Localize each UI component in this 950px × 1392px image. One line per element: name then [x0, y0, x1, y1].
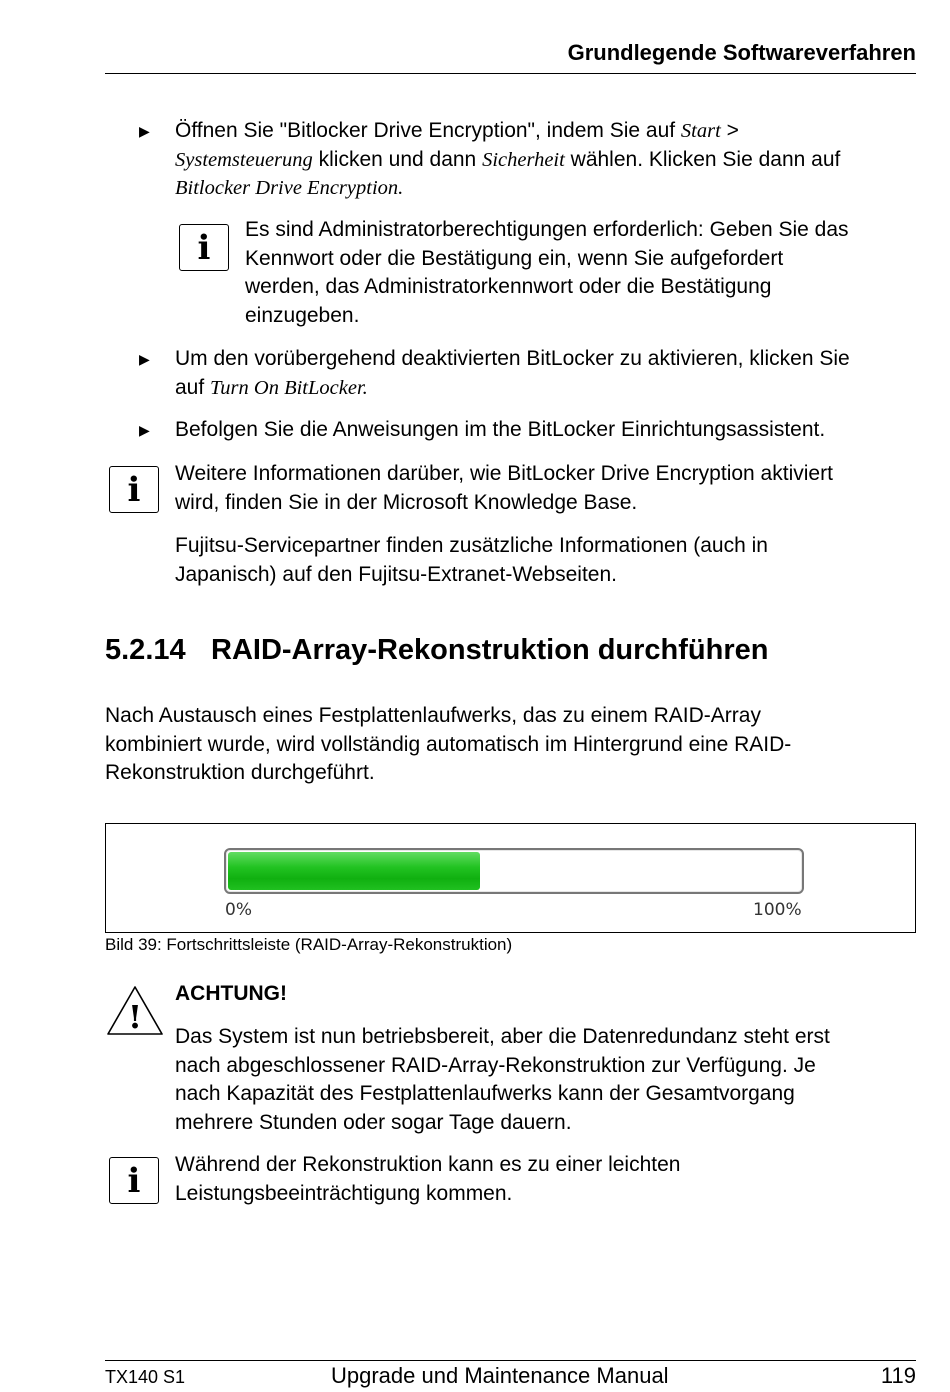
section-title: RAID-Array-Rekonstruktion durchführen [211, 634, 769, 666]
footer-manual-title: Upgrade und Maintenance Manual [331, 1363, 669, 1388]
bullet-arrow-icon: ▶ [139, 123, 150, 139]
progress-bar-fill [228, 852, 480, 890]
info-icon: i [109, 1157, 159, 1204]
bullet-arrow-icon: ▶ [139, 422, 150, 438]
footer-model: TX140 S1 [105, 1367, 186, 1387]
note-more-info: Weitere Informationen darüber, wie BitLocker Drive Encryption aktiviert wird, finden Sie in der Microsoft Knowledge Base. [175, 462, 833, 514]
step-follow-wizard: Befolgen Sie die Anweisungen im the BitLocker Einrichtungsassistent. [175, 418, 826, 441]
progress-label-start: 0% [225, 900, 252, 920]
warning-title: ACHTUNG! [175, 982, 287, 1005]
section-intro: Nach Austausch eines Festplattenlaufwerks, das zu einem RAID-Array kombiniert wurde, wird vollständig automatisch im Hintergrund eine RAID- Rekonstruktion durchgeführt. [105, 704, 792, 785]
svg-text:!: ! [127, 998, 143, 1036]
section-number: 5.2.14 [105, 634, 186, 666]
footer-rule [105, 1360, 916, 1361]
warning-icon [105, 983, 165, 1039]
info-icon: i [179, 224, 229, 271]
progress-label-end: 100% [753, 900, 802, 920]
figure-progress-bar [105, 823, 916, 933]
section-heading [105, 634, 769, 667]
running-header: Grundlegende Softwareverfahren [567, 40, 916, 65]
info-icon: i [109, 466, 159, 513]
progress-bar [224, 848, 804, 894]
page-number: 119 [880, 1363, 916, 1388]
step-open-bitlocker: Öffnen Sie "Bitlocker Drive Encryption", indem Sie auf Start > Systemsteuerung klicken und dann Sicherheit wählen. Klicken Sie dann auf Bitlocker Drive Encryption. [175, 119, 841, 200]
note-admin-rights: Es sind Administratorberechtigungen erforderlich: Geben Sie das Kennwort oder die Bestätigung ein, wenn Sie aufgefordert werden, das Administratorkennwort oder die Bestätigung einzugeben. [245, 218, 849, 327]
bullet-arrow-icon: ▶ [139, 351, 150, 367]
note-performance: Während der Rekonstruktion kann es zu einer leichten Leistungsbeeinträchtigung kommen. [175, 1153, 681, 1205]
note-fujitsu-partners: Fujitsu-Servicepartner finden zusätzliche Informationen (auch in Japanisch) auf den Fujitsu-Extranet-Webseiten. [175, 534, 768, 586]
step-turn-on-bitlocker: Um den vorübergehend deaktivierten BitLocker zu aktivieren, klicken Sie auf Turn On BitLocker. [175, 347, 850, 399]
figure-caption: Bild 39: Fortschrittsleiste (RAID-Array-Rekonstruktion) [105, 935, 513, 954]
warning-text: Das System ist nun betriebsbereit, aber die Datenredundanz steht erst nach abgeschlossener RAID-Array-Rekonstruktion zur Verfügung. Je nach Kapazität des Festplattenlaufwerks kann der Gesamtvorgang mehrere Stunden oder sogar Tage dauern. [175, 1025, 830, 1134]
header-rule [105, 73, 916, 74]
